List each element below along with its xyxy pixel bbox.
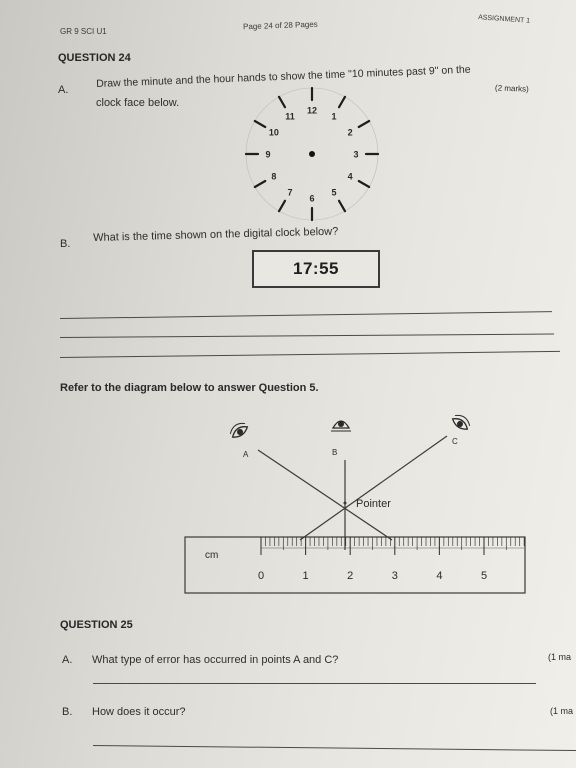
q25-part-a-marks: (1 ma — [548, 652, 572, 662]
question-25-title: QUESTION 25 — [60, 619, 133, 631]
clock-numeral-3: 3 — [353, 149, 359, 160]
ruler-number-4: 4 — [436, 570, 443, 582]
diagram-instruction: Refer to the diagram below to answer Question 5. — [60, 382, 319, 394]
clock-numeral-12: 12 — [306, 105, 318, 116]
q24-part-a-letter: A. — [58, 84, 69, 96]
clock-numeral-1: 1 — [331, 111, 337, 122]
q24-part-b-letter: B. — [60, 238, 71, 250]
q25-part-b-text: How does it occur? — [92, 706, 186, 718]
q24-part-b-text: What is the time shown on the digital clock below? — [93, 225, 339, 244]
ruler-number-0: 0 — [257, 570, 265, 582]
ruler-number-3: 3 — [391, 570, 398, 582]
header-assignment: ASSIGNMENT 1 — [477, 14, 531, 25]
header-page-number: Page 24 of 28 Pages — [242, 19, 318, 32]
header-course-code: GR 9 SCI U1 — [60, 27, 107, 36]
ruler-unit-label: cm — [205, 550, 219, 561]
q24-part-a-marks: (2 marks) — [494, 83, 529, 94]
clock-numeral-9: 9 — [265, 149, 271, 160]
clock-numeral-4: 4 — [347, 171, 353, 182]
clock-numeral-5: 5 — [331, 187, 337, 198]
eye-a-icon — [228, 420, 249, 440]
sight-line-c — [300, 436, 447, 540]
q25-answer-line-a[interactable] — [93, 683, 536, 684]
clock-numeral-8: 8 — [271, 171, 277, 182]
clock-numeral-10: 10 — [268, 127, 279, 138]
ruler-number-1: 1 — [302, 570, 309, 582]
q25-part-b-marks: (1 ma — [550, 706, 574, 716]
q24-part-a-text: Draw the minute and the hour hands to show the time "10 minutes past 9" on the — [96, 63, 471, 90]
pointer-label: Pointer — [356, 498, 391, 510]
ruler-number-2: 2 — [347, 570, 354, 582]
q25-part-b-letter: B. — [62, 706, 73, 718]
question-24-title: QUESTION 24 — [58, 52, 131, 64]
ruler-scale — [258, 537, 524, 582]
clock-numeral-2: 2 — [347, 127, 353, 138]
sight-line-a — [258, 450, 392, 540]
digital-clock-time: 17:55 — [293, 259, 339, 278]
eye-b-label: B — [332, 448, 338, 457]
q25-part-a-letter: A. — [62, 654, 73, 666]
clock-numeral-11: 11 — [285, 111, 295, 122]
eye-a-label: A — [243, 450, 249, 459]
clock-numeral-7: 7 — [287, 187, 293, 198]
eye-c-label: C — [452, 437, 458, 446]
eye-c-icon — [451, 412, 472, 432]
ruler-number-5: 5 — [480, 570, 488, 582]
pointer-tip — [344, 502, 347, 505]
q24-part-a-text-2: clock face below. — [96, 97, 180, 109]
eye-b-icon — [331, 421, 351, 431]
q25-part-a-text: What type of error has occurred in points A and C? — [92, 654, 339, 666]
clock-numeral-6: 6 — [309, 193, 315, 204]
